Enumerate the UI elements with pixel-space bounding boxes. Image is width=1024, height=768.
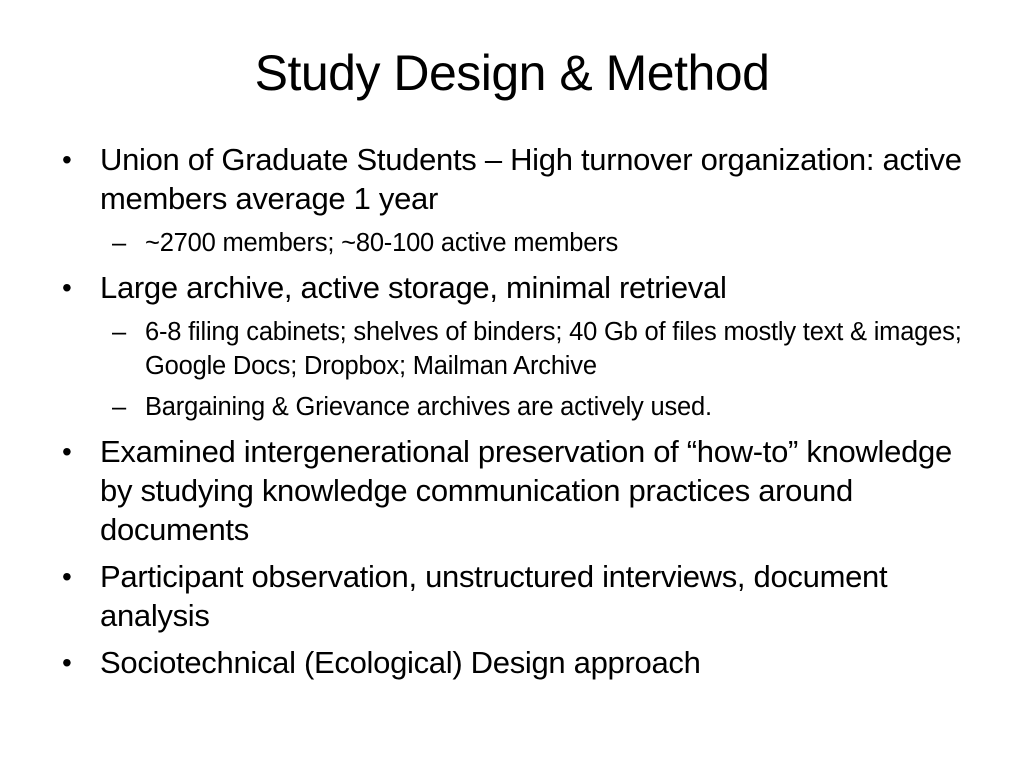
bullet-text: Sociotechnical (Ecological) Design approach	[100, 645, 701, 680]
bullet-marker: •	[62, 144, 72, 175]
bullet-text: Participant observation, unstructured interviews, document analysis	[100, 559, 888, 633]
bullet-marker: •	[62, 436, 72, 467]
sub-bullet-item	[62, 315, 962, 383]
sub-bullet-marker: –	[112, 393, 126, 421]
bullet-item	[62, 140, 962, 218]
sub-list	[62, 315, 962, 424]
sub-bullet-item	[62, 390, 962, 424]
bullet-item	[62, 557, 962, 635]
slide-content	[62, 140, 962, 690]
sub-bullet-marker: –	[112, 318, 126, 346]
sub-list	[62, 226, 962, 260]
bullet-item	[62, 643, 962, 682]
sub-bullet-text: ~2700 members; ~80-100 active members	[145, 229, 619, 257]
bullet-item	[62, 268, 962, 307]
bullet-text: Union of Graduate Students – High turnover organization: active members average 1 year	[100, 142, 962, 216]
slide-title: Study Design & Method	[254, 45, 770, 101]
sub-bullet-text: 6-8 filing cabinets; shelves of binders; 40 Gb of files mostly text & images; Google Docs; Dropbox; Mailman Archive	[145, 318, 962, 380]
sub-bullet-text: Bargaining & Grievance archives are actively used.	[145, 393, 712, 421]
bullet-text: Large archive, active storage, minimal retrieval	[100, 270, 727, 305]
bullet-marker: •	[62, 272, 72, 303]
sub-bullet-marker: –	[112, 229, 126, 257]
bullet-text: Examined intergenerational preservation of “how-to” knowledge by studying knowledge communication practices around documents	[100, 434, 952, 547]
bullet-marker: •	[62, 561, 72, 592]
bullet-marker: •	[62, 647, 72, 678]
sub-bullet-item	[62, 226, 962, 260]
bullet-item	[62, 432, 962, 549]
